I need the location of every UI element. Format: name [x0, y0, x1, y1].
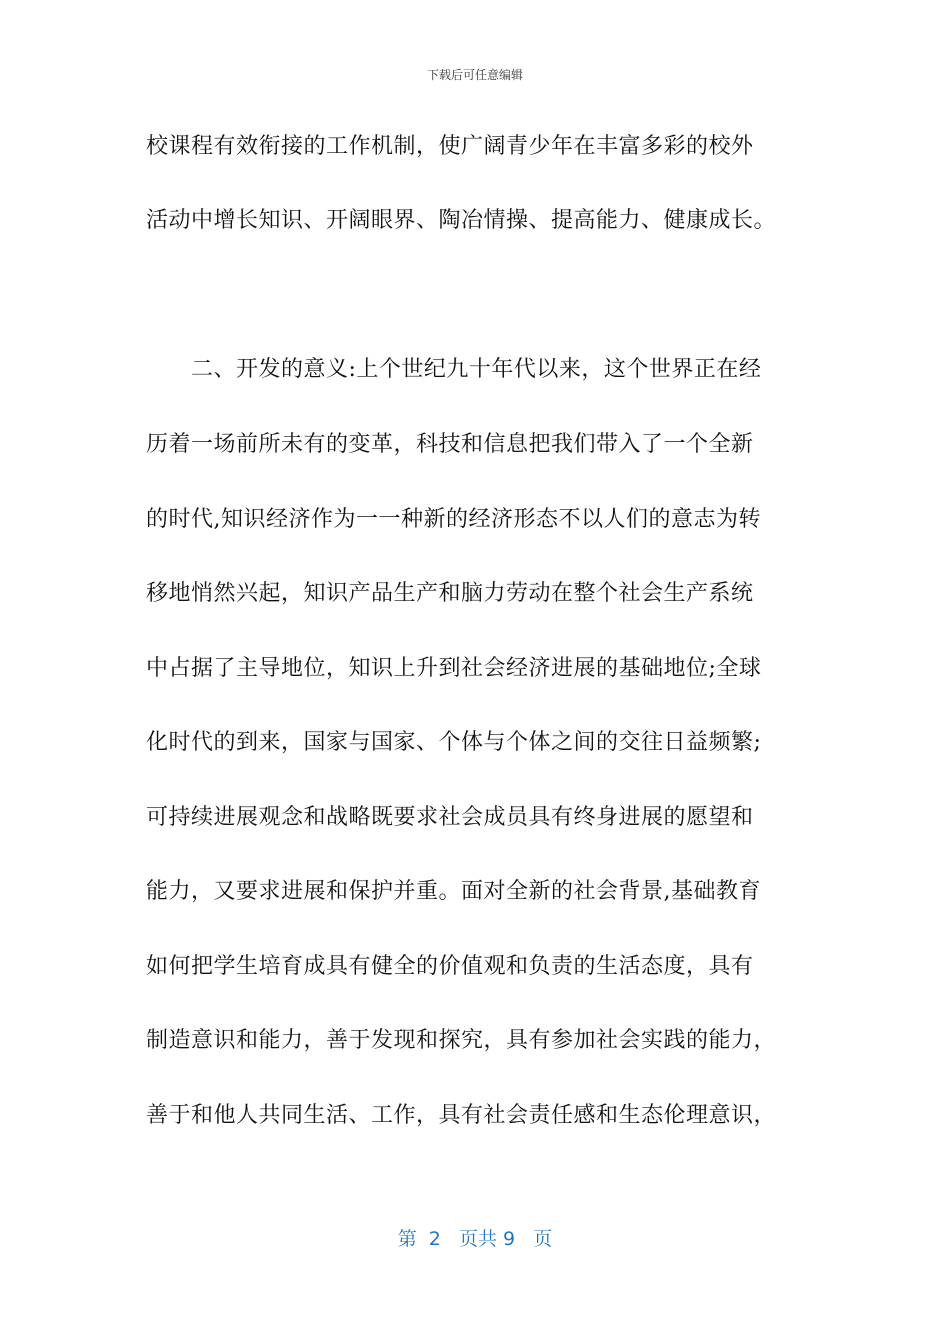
- body-line: 善于和他人共同生活、工作，具有社会责任感和生态伦理意识，: [146, 1103, 777, 1128]
- body-line: 化时代的到来，国家与国家、个体与个体之间的交往日益频繁;: [146, 730, 762, 755]
- body-line: 校课程有效衔接的工作机制，使广阔青少年在丰富多彩的校外: [146, 134, 754, 159]
- page-number: 第 2 页共 9 页: [397, 1228, 553, 1250]
- header-note: 下载后可任意编辑: [426, 68, 523, 82]
- body-line: 可持续进展观念和战略既要求社会成员具有终身进展的愿望和: [146, 805, 754, 830]
- body-line: 历着一场前所未有的变革，科技和信息把我们带入了一个全新: [146, 432, 754, 457]
- body-line: 中占据了主导地位，知识上升到社会经济进展的基础地位;全球: [146, 656, 762, 681]
- body-line: 移地悄然兴起，知识产品生产和脑力劳动在整个社会生产系统: [146, 581, 754, 606]
- body-line: 的时代,知识经济作为一一种新的经济形态不以人们的意志为转: [146, 507, 761, 532]
- body-line: 二、开发的意义:上个世纪九十年代以来，这个世界正在经: [146, 357, 762, 382]
- body-line: 能力，又要求进展和保护并重。面对全新的社会背景,基础教育: [146, 879, 761, 904]
- body-line: 制造意识和能力，善于发现和探究，具有参加社会实践的能力，: [146, 1028, 777, 1053]
- body-line: 活动中增长知识、开阔眼界、陶冶情操、提高能力、健康成长。: [146, 208, 777, 233]
- body-line: 如何把学生培育成具有健全的价值观和负责的生活态度，具有: [146, 954, 754, 979]
